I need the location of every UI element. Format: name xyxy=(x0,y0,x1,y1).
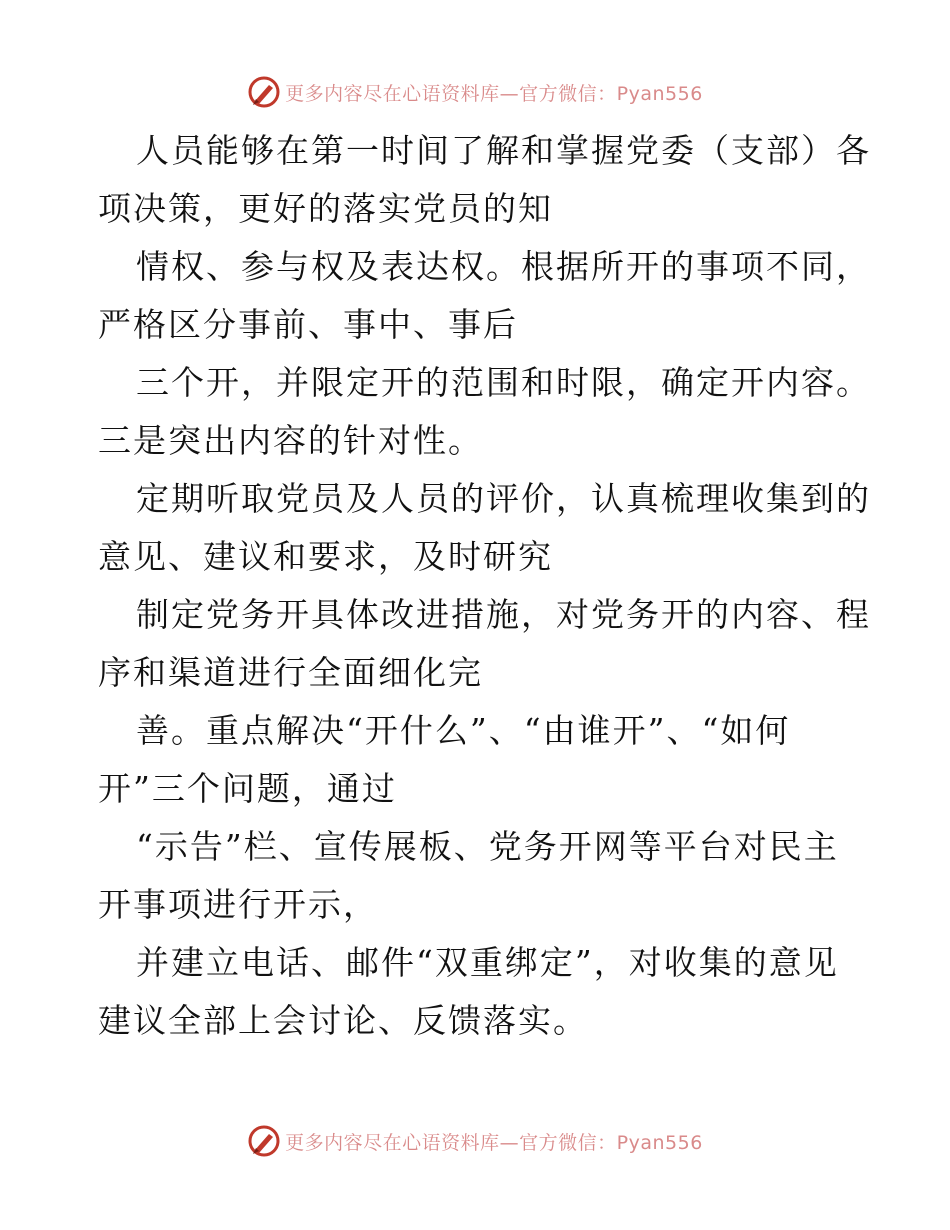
header-banner xyxy=(0,72,950,112)
paragraph-line: “示告”栏、宣传展板、党务开网等平台对民主 xyxy=(136,827,839,866)
paragraph-line: 项决策，更好的落实党员的知 xyxy=(98,189,553,228)
paragraph-line: 三是突出内容的针对性。 xyxy=(98,421,483,460)
pen-logo-icon xyxy=(247,75,281,109)
paragraph-line: 严格区分事前、事中、事后 xyxy=(98,305,518,344)
paragraph-line: 定期听取党员及人员的评价，认真梳理收集到的 xyxy=(136,479,871,518)
paragraph xyxy=(98,934,858,1050)
paragraph-line: 情权、参与权及表达权。根据所开的事项不同， xyxy=(136,247,871,286)
paragraph xyxy=(98,586,871,702)
paragraph xyxy=(98,818,858,934)
paragraph xyxy=(98,470,871,586)
paragraph-line: 开”三个问题，通过 xyxy=(98,769,397,808)
paragraph-line: 开事项进行开示， xyxy=(98,885,378,924)
paragraph xyxy=(98,354,871,470)
footer-text: 更多内容尽在心语资料库—官方微信：Pyan556 xyxy=(285,1131,703,1154)
paragraph xyxy=(98,238,871,354)
header-text: 更多内容尽在心语资料库—官方微信：Pyan556 xyxy=(285,82,703,105)
pen-logo-icon xyxy=(247,1124,281,1158)
paragraph-line: 建议全部上会讨论、反馈落实。 xyxy=(98,1001,588,1040)
paragraph xyxy=(98,122,871,238)
paragraph-line: 并建立电话、邮件“双重绑定”，对收集的意见 xyxy=(136,943,839,982)
paragraph-line: 意见、建议和要求，及时研究 xyxy=(98,537,553,576)
document-body xyxy=(98,122,871,1050)
paragraph-line: 三个开，并限定开的范围和时限，确定开内容。 xyxy=(136,363,871,402)
paragraph-line: 序和渠道进行全面细化完 xyxy=(98,653,483,692)
paragraph-line: 制定党务开具体改进措施，对党务开的内容、程 xyxy=(136,595,871,634)
paragraph xyxy=(98,702,858,818)
footer-banner xyxy=(0,1121,950,1161)
paragraph-line: 善。重点解决“开什么”、“由谁开”、“如何 xyxy=(136,711,791,750)
paragraph-line: 人员能够在第一时间了解和掌握党委（支部）各 xyxy=(136,131,871,170)
